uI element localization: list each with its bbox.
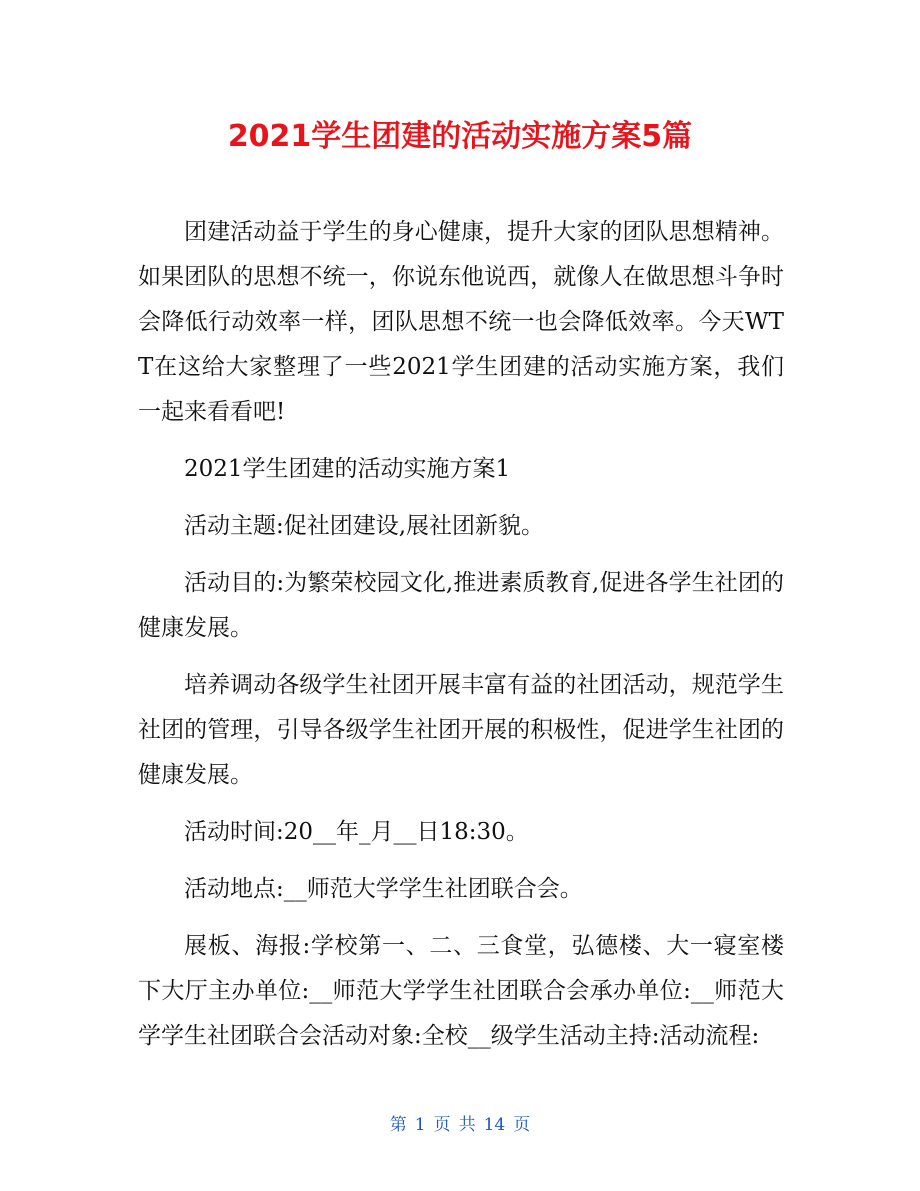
footer-label-total-unit: 页 xyxy=(513,1115,531,1135)
paragraph-posters: 展板、海报:学校第一、二、三食堂，弘德楼、大一寝室楼下大厅主办单位:__师范大学学生社团联合会承办单位:__师范大学学生社团联合会活动对象:全校__级学生活动主持:活动流程: xyxy=(138,933,784,1049)
document-body xyxy=(138,210,784,1071)
page-footer xyxy=(0,1111,920,1139)
paragraph-theme: 活动主题:促社团建设,展社团新貌。 xyxy=(184,513,545,539)
paragraph-purpose: 活动目的:为繁荣校园文化,推进素质教育,促进各学生社团的健康发展。 xyxy=(138,570,784,641)
paragraph-intro: 团建活动益于学生的身心健康，提升大家的团队思想精神。如果团队的思想不统一，你说东他说西，就像人在做思想斗争时会降低行动效率一样，团队思想不统一也会降低效率。今天WTT在这给大家整理了一些2021学生团建的活动实施方案，我们一起来看看吧! xyxy=(138,219,784,425)
footer-total-pages: 14 xyxy=(483,1115,506,1135)
paragraph-section-heading: 2021学生团建的活动实施方案1 xyxy=(184,456,511,482)
paragraph-time: 活动时间:20__年_月__日18:30。 xyxy=(184,819,529,845)
footer-label-total: 共 xyxy=(458,1115,476,1135)
paragraph-training: 培养调动各级学生社团开展丰富有益的社团活动，规范学生社团的管理，引导各级学生社团开展的积极性，促进学生社团的健康发展。 xyxy=(138,672,784,788)
footer-label-page-unit: 页 xyxy=(433,1115,451,1135)
page-title: 2021学生团建的活动实施方案5篇 xyxy=(227,119,693,154)
footer-current-page: 1 xyxy=(414,1115,426,1135)
footer-label-page: 第 xyxy=(389,1115,407,1135)
paragraph-location: 活动地点:__师范大学学生社团联合会。 xyxy=(184,876,583,902)
